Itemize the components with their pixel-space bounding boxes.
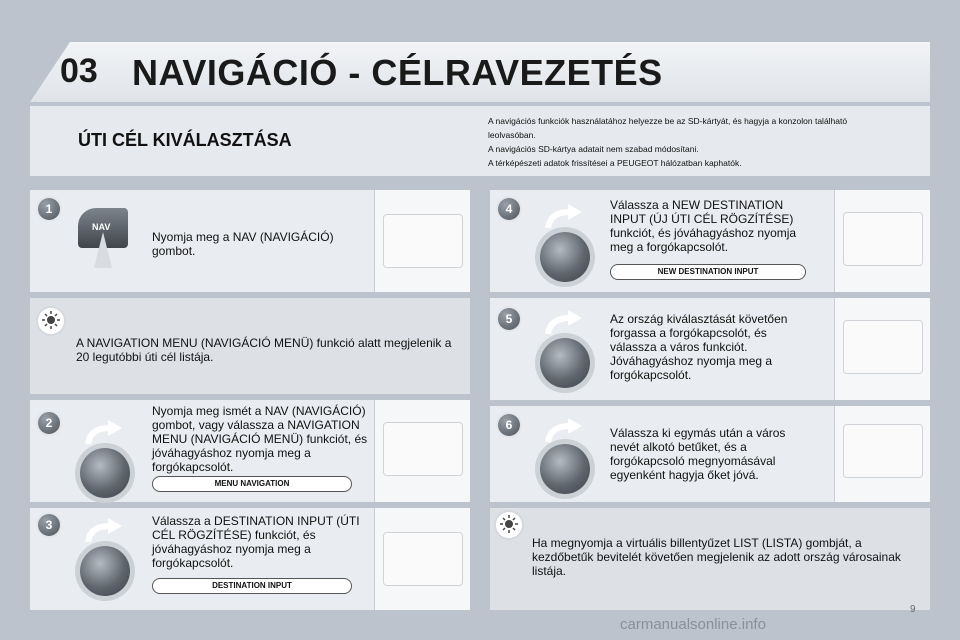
lightbulb-icon [496, 512, 522, 538]
console-image [843, 212, 923, 266]
rotary-knob-image [540, 338, 590, 388]
rotary-knob-image [540, 232, 590, 282]
rotary-knob-image [80, 448, 130, 498]
step-1-badge: 1 [38, 198, 60, 220]
step-5-text: Az ország kiválasztását követően forgassa a forgókapcsolót, és válassza a város funkciót. Jóváhagyáshoz nyomja meg a forgókapcsolót. [610, 312, 788, 382]
tip-2-text: Ha megnyomja a virtuális billentyűzet LIST (LISTA) gombját, a kezdőbetűk bevitelét követően megjelenik az adott ország városainak listája. [532, 536, 901, 578]
step-2-badge: 2 [38, 412, 60, 434]
watermark: carmanualsonline.info [620, 616, 766, 633]
rotary-knob-image [540, 444, 590, 494]
rotate-arrow-icon [84, 518, 124, 546]
menu-navigation-label: MENU NAVIGATION [152, 476, 352, 492]
step-1-image-area [374, 190, 470, 292]
step-5-badge: 5 [498, 308, 520, 330]
console-image [383, 532, 463, 586]
step-4-text: Válassza a NEW DESTINATION INPUT (ÚJ ÚTI CÉL RÖGZÍTÉSE) funkciót, és jóváhagyáshoz nyomja meg a forgókapcsolót. [610, 198, 797, 254]
step-1-text: Nyomja meg a NAV (NAVIGÁCIÓ) gombot. [152, 230, 334, 258]
press-arrow-icon [94, 232, 112, 268]
step-6-badge: 6 [498, 414, 520, 436]
destination-input-label: DESTINATION INPUT [152, 578, 352, 594]
step-3-badge: 3 [38, 514, 60, 536]
info-line: A térképészeti adatok frissítései a PEUGEOT hálózatban kaphatók. [488, 158, 742, 168]
info-line: leolvasóban. [488, 130, 536, 140]
chapter-number: 03 [60, 52, 98, 90]
rotate-arrow-icon [544, 418, 584, 446]
console-image [383, 422, 463, 476]
step-6-image-area [834, 406, 930, 502]
rotate-arrow-icon [84, 420, 124, 448]
step-2-text: Nyomja meg ismét a NAV (NAVIGÁCIÓ) gombot, vagy válassza a NAVIGATION MENU (NAVIGÁCIÓ MENÜ) funkciót, és jóváhagyáshoz nyomja meg a forgókapcsolót. [152, 404, 368, 474]
info-line: A navigációs SD-kártya adatait nem szabad módosítani. [488, 144, 699, 154]
console-image [383, 214, 463, 268]
info-line: A navigációs funkciók használatához helyezze be az SD-kártyát, és hagyja a konzolon található [488, 116, 848, 126]
tip-1-text: A NAVIGATION MENU (NAVIGÁCIÓ MENÜ) funkció alatt megjelenik a 20 legutóbbi úti cél listája. [76, 336, 452, 364]
nav-button-label: NAV [92, 222, 111, 232]
step-6-text: Válassza ki egymás után a város nevét alkotó betűket, és a forgókapcsoló megnyomásával egyenként hagyja őket jóvá. [610, 426, 786, 482]
step-2-image-area [374, 400, 470, 502]
step-3-text: Válassza a DESTINATION INPUT (ÚTI CÉL RÖGZÍTÉSE) funkciót, és jóváhagyáshoz nyomja meg a forgókapcsolót. [152, 514, 360, 570]
page-title: NAVIGÁCIÓ - CÉLRAVEZETÉS [132, 52, 663, 93]
section-title: ÚTI CÉL KIVÁLASZTÁSA [78, 130, 292, 150]
new-destination-input-label: NEW DESTINATION INPUT [610, 264, 806, 280]
rotate-arrow-icon [544, 310, 584, 338]
step-3-image-area [374, 508, 470, 610]
rotate-arrow-icon [544, 204, 584, 232]
console-image [843, 424, 923, 478]
page-number: 9 [910, 604, 916, 615]
step-4-image-area [834, 190, 930, 292]
rotary-knob-image [80, 546, 130, 596]
step-5-image-area [834, 298, 930, 400]
console-image [843, 320, 923, 374]
lightbulb-icon [38, 308, 64, 334]
step-4-badge: 4 [498, 198, 520, 220]
